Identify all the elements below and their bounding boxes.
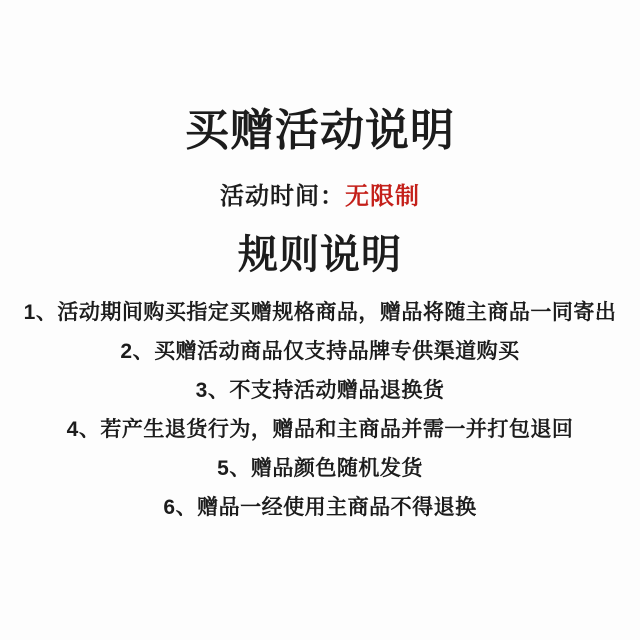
rule-item-2: 2、买赠活动商品仅支持品牌专供渠道购买 — [120, 340, 520, 363]
rule-item-4: 4、若产生退货行为，赠品和主商品并需一并打包退回 — [66, 418, 574, 441]
rule-item-5: 5、赠品颜色随机发货 — [217, 457, 423, 480]
activity-time-line — [0, 181, 640, 213]
activity-time-label: 活动时间： — [220, 183, 345, 210]
rules-list — [0, 293, 640, 527]
rules-heading: 规则说明 — [238, 233, 402, 277]
page-title: 买赠活动说明 — [185, 106, 455, 155]
rule-item-1: 1、活动期间购买指定买赠规格商品，赠品将随主商品一同寄出 — [23, 301, 617, 324]
activity-time-value: 无限制 — [345, 183, 420, 210]
rule-item-3: 3、不支持活动赠品退换货 — [195, 379, 445, 402]
rule-item-6: 6、赠品一经使用主商品不得退换 — [163, 496, 477, 519]
